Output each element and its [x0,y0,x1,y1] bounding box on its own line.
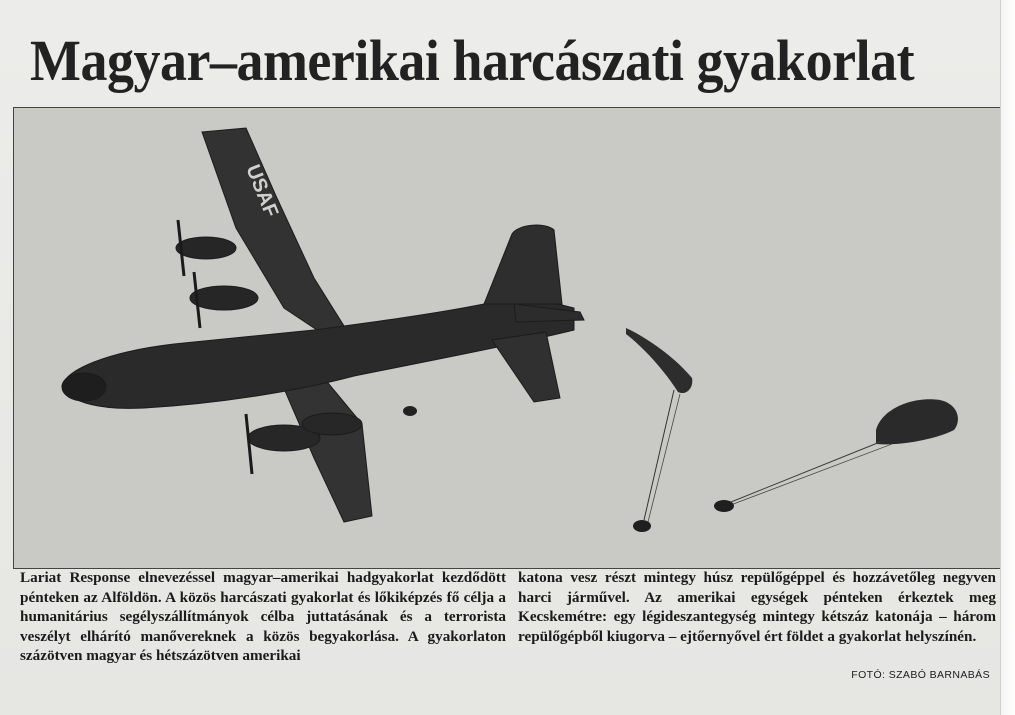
caption-right-column: katona vesz részt mintegy húsz repülőgéppel és hozzávetőleg negyven harci járművel. Az amerikai egységek pénteken érkeztek meg Kecskemétre: egy légideszantegység mintegy kétszáz katonája – három repülőgépből kiugorva – ejtőernyővel ért földet a gyakorlat helyszínén. [518,569,996,645]
aircraft-marking: USAF [241,161,283,221]
dropped-cargo [403,406,417,416]
news-photo [13,107,1003,569]
caption-left-column: Lariat Response elnevezéssel magyar–amerikai hadgyakorlat kezdődött pénteken az Alföldön. A közös harcászati gyakorlat és lőkiképzés fő célja a humanitárius segélyszállítmányok célba juttatásának és a terrorista veszélyt elhárító manővereknek a közös begyakorlása. A gyakorlaton százötven magyar és hétszázötven amerikai [20,569,506,665]
photo-credit: FOTÓ: SZABÓ BARNABÁS [851,669,990,681]
headline: Magyar–amerikai harcászati gyakorlat [30,28,915,93]
clipping-edge [1000,0,1015,715]
